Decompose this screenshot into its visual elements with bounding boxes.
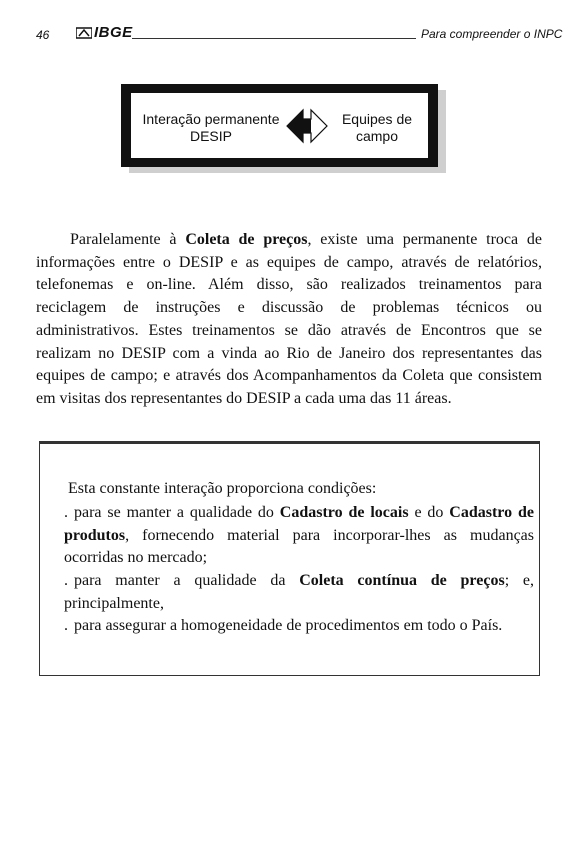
note-text: , fornecendo material para incorporar-lhes as mudanças ocorridas no mercado; [64, 526, 534, 567]
bullet: . [64, 572, 68, 589]
diagram-left-label: Interação permanente DESIP [142, 111, 280, 144]
note-item [64, 570, 534, 615]
note-text: e do [408, 504, 450, 521]
ibge-logo-icon [76, 27, 92, 39]
logo-text: IBGE [94, 24, 133, 41]
page-number: 46 [36, 28, 50, 42]
note-item [64, 615, 534, 638]
note-text: para manter a qualidade da [74, 572, 300, 589]
note-text: ; e, principalmente, [64, 572, 535, 612]
double-arrow-icon [285, 105, 329, 147]
paragraph-text: Paralelamente à [70, 231, 186, 248]
note-text: para se manter a qualidade do [74, 504, 280, 521]
paragraph-bold: Coleta de preços [185, 231, 308, 248]
diagram-right-label: Equipes de campo [341, 111, 413, 144]
note-bold: Cadastro de locais [279, 504, 409, 521]
bullet: . [64, 617, 68, 634]
running-title: Para compreender o INPC [421, 27, 563, 41]
note-intro: Esta constante interação proporciona condições: [68, 480, 377, 497]
note-item [64, 502, 534, 570]
note-text: para assegurar a homogeneidade de procedimentos em todo o País. [74, 617, 503, 634]
header-rule [132, 38, 416, 39]
ibge-logo [76, 24, 133, 41]
body-paragraph [36, 229, 542, 411]
note-bold: Coleta contínua de preços [299, 572, 505, 589]
note-bold: Cadastro de produtos [64, 504, 534, 544]
bullet: . [64, 504, 68, 521]
paragraph-text: , existe uma permanente troca de informações entre o DESIP e as equipes de campo, através de relatórios, telefonemas e on-line. Além disso, são realizados treinamentos para reciclagem de instruções e discussão de problemas técnicos ou administrativos. Estes treinamentos se dão através de Encontros que se realizam no DESIP com a vinda ao Rio de Janeiro dos representantes das equipes de campo; e através dos Acompanhamentos da Coleta que consistem em visitas dos representantes do DESIP a cada uma das 11 áreas. [36, 231, 542, 407]
